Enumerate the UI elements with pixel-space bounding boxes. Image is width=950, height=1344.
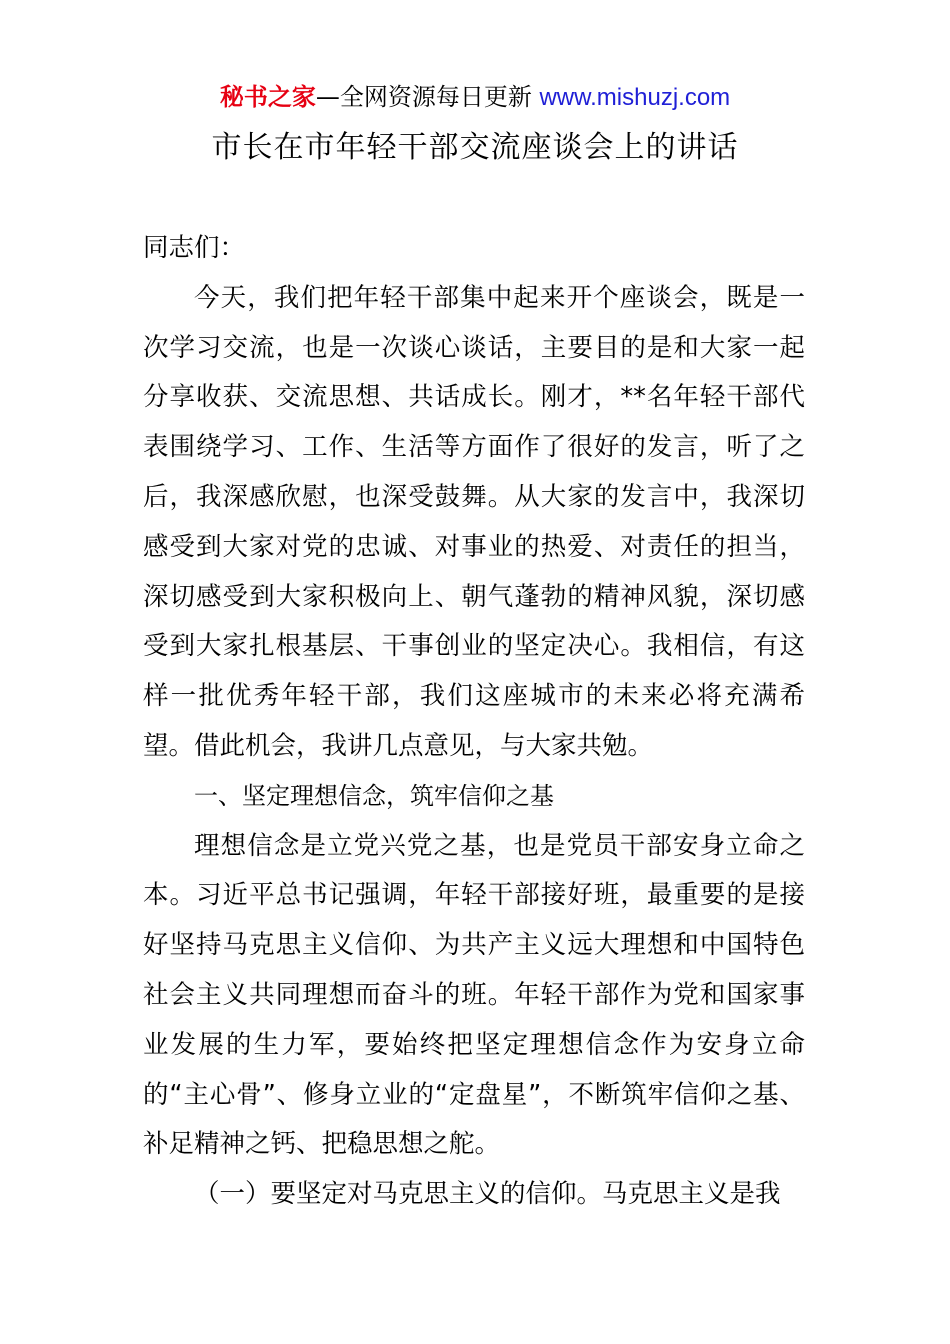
section-1-paragraph: 理想信念是立党兴党之基，也是党员干部安身立命之本。习近平总书记强调，年轻干部接好班，最重要的是接好坚持马克思主义信仰、为共产主义远大理想和中国特色社会主义共同理想而奋斗的班。年轻干部作为党和国家事业发展的生力军，要始终把坚定理想信念作为安身立命的“主心骨”、修身立业的“定盘星”，不断筑牢信仰之基、补足精神之钙、把稳思想之舵。 bbox=[143, 830, 805, 1160]
site-header-banner bbox=[0, 80, 950, 115]
intro-paragraph: 今天，我们把年轻干部集中起来开个座谈会，既是一次学习交流，也是一次谈心谈话，主要目的是和大家一起分享收获、交流思想、共话成长。刚才，**名年轻干部代表围绕学习、工作、生活等方面作了很好的发言，听了之后，我深感欣慰，也深受鼓舞。从大家的发言中，我深切感受到大家对党的忠诚、对事业的热爱、对责任的担当，深切感受到大家积极向上、朝气蓬勃的精神风貌，深切感受到大家扎根基层、干事创业的坚定决心。我相信，有这样一批优秀年轻干部，我们这座城市的未来必将充满希望。借此机会，我讲几点意见，与大家共勉。 bbox=[143, 282, 805, 761]
document-title: 市长在市年轻干部交流座谈会上的讲话 bbox=[211, 130, 739, 165]
site-brand-name: 秘书之家 bbox=[219, 83, 316, 111]
subsection-1-paragraph: （一）要坚定对马克思主义的信仰。马克思主义是我 bbox=[194, 1179, 781, 1210]
site-slogan: —全网资源每日更新 bbox=[315, 83, 540, 111]
salutation: 同志们： bbox=[143, 233, 246, 263]
document-body bbox=[143, 224, 805, 1220]
site-url-link[interactable]: www.mishuzj.com bbox=[539, 84, 731, 111]
section-1-heading: 一、坚定理想信念，筑牢信仰之基 bbox=[194, 781, 554, 810]
